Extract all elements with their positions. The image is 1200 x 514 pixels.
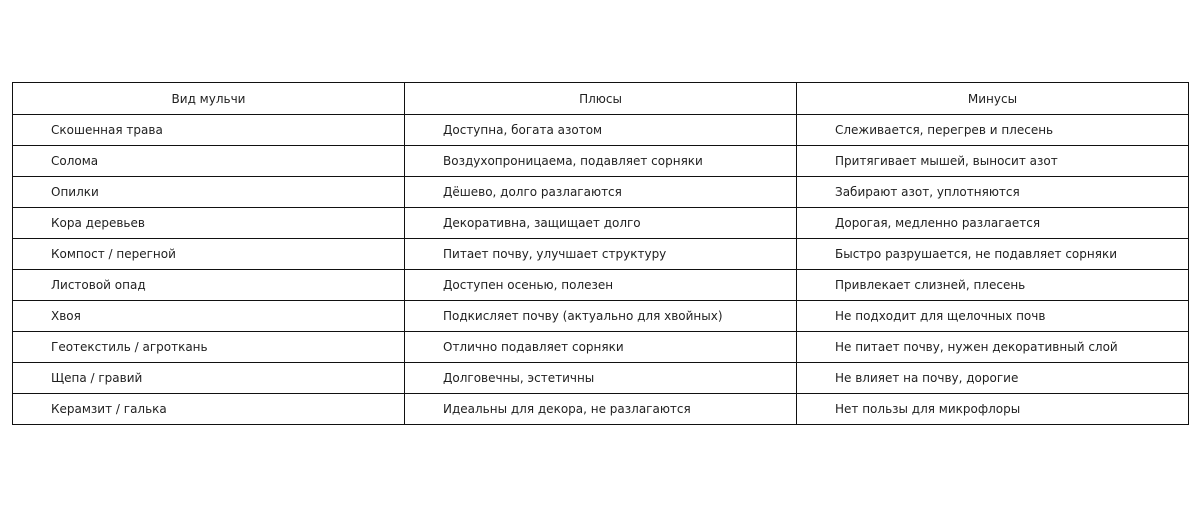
cell-mulch-type: Компост / перегной [13,239,405,270]
header-pros: Плюсы [405,83,797,115]
table-row [13,270,1189,301]
cell-pros: Отлично подавляет сорняки [405,332,797,363]
cell-mulch-type: Хвоя [13,301,405,332]
cell-mulch-type: Щепа / гравий [13,363,405,394]
table-row [13,115,1189,146]
cell-pros: Идеальны для декора, не разлагаются [405,394,797,425]
cell-pros: Подкисляет почву (актуально для хвойных) [405,301,797,332]
cell-pros: Доступна, богата азотом [405,115,797,146]
cell-pros: Дёшево, долго разлагаются [405,177,797,208]
table-row [13,208,1189,239]
cell-mulch-type: Геотекстиль / агроткань [13,332,405,363]
cell-cons: Быстро разрушается, не подавляет сорняки [797,239,1189,270]
table-row [13,332,1189,363]
cell-cons: Не питает почву, нужен декоративный слой [797,332,1189,363]
cell-cons: Не влияет на почву, дорогие [797,363,1189,394]
cell-pros: Воздухопроницаема, подавляет сорняки [405,146,797,177]
cell-cons: Дорогая, медленно разлагается [797,208,1189,239]
table-row [13,239,1189,270]
cell-cons: Не подходит для щелочных почв [797,301,1189,332]
cell-pros: Питает почву, улучшает структуру [405,239,797,270]
cell-cons: Притягивает мышей, выносит азот [797,146,1189,177]
table-row [13,146,1189,177]
table-header-row [13,83,1189,115]
cell-cons: Слеживается, перегрев и плесень [797,115,1189,146]
cell-mulch-type: Кора деревьев [13,208,405,239]
cell-mulch-type: Опилки [13,177,405,208]
table-row [13,301,1189,332]
cell-pros: Декоративна, защищает долго [405,208,797,239]
table-row [13,394,1189,425]
cell-cons: Привлекает слизней, плесень [797,270,1189,301]
cell-mulch-type: Листовой опад [13,270,405,301]
cell-cons: Забирают азот, уплотняются [797,177,1189,208]
table-row [13,363,1189,394]
cell-mulch-type: Керамзит / галька [13,394,405,425]
cell-mulch-type: Солома [13,146,405,177]
cell-pros: Доступен осенью, полезен [405,270,797,301]
table-row [13,177,1189,208]
cell-cons: Нет пользы для микрофлоры [797,394,1189,425]
cell-pros: Долговечны, эстетичны [405,363,797,394]
header-cons: Минусы [797,83,1189,115]
mulch-comparison-table [12,82,1189,425]
cell-mulch-type: Скошенная трава [13,115,405,146]
header-mulch-type: Вид мульчи [13,83,405,115]
